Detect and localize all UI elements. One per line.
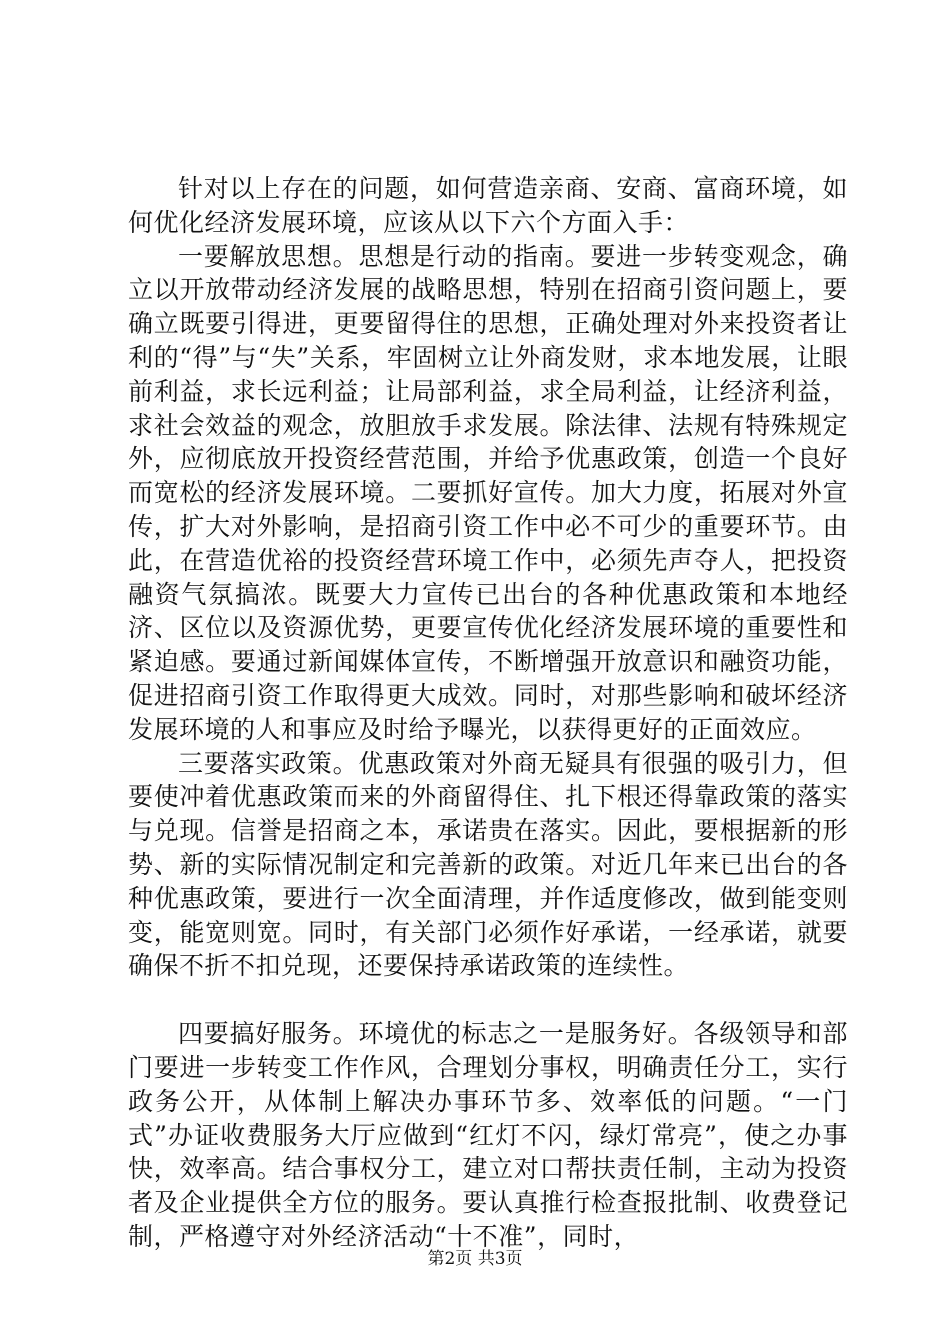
paragraph-points-one-two: 一要解放思想。思想是行动的指南。要进一步转变观念，确立以开放带动经济发展的战略思想，特别在招商引资问题上，要确立既要引得进，更要留得住的思想，正确处理对外来投资者让利的“得”与“失”关系，牢固树立让外商发财，求本地发展，让眼前利益，求长远利益；让局部利益，求全局利益，让经济利益，求社会效益的观念，放胆放手求发展。除法律、法规有特殊规定外，应彻底放开投资经营范围，并给予优惠政策，创造一个良好而宽松的经济发展环境。二要抓好宣传。加大力度，拓展对外宣传，扩大对外影响，是招商引资工作中必不可少的重要环节。由此，在营造优裕的投资经营环境工作中，必须先声夺人，把投资融资气氛搞浓。既要大力宣传已出台的各种优惠政策和本地经济、区位以及资源优势，更要宣传优化经济发展环境的重要性和紧迫感。要通过新闻媒体宣传，不断增强开放意识和融资功能，促进招商引资工作取得更大成效。同时，对那些影响和破坏经济发展环境的人和事应及时给予曝光，以获得更好的正面效应。 [128,241,848,744]
paragraph-point-four: 四要搞好服务。环境优的标志之一是服务好。各级领导和部门要进一步转变工作作风，合理划分事权，明确责任分工，实行政务公开，从体制上解决办事环节多、效率低的问题。“一门式”办证收费服务大厅应做到“红灯不闪，绿灯常亮”，使之办事快，效率高。结合事权分工，建立对口帮扶责任制，主动为投资者及企业提供全方位的服务。要认真推行检查报批制、收费登记制，严格遵守对外经济活动“十不准”，同时， [128,1019,848,1251]
page-number-footer: 第2页 共3页 [427,1249,523,1269]
paragraph-spacer [128,983,848,1017]
paragraph-point-three: 三要落实政策。优惠政策对外商无疑具有很强的吸引力，但要使冲着优惠政策而来的外商留得住、扎下根还得靠政策的落实与兑现。信誉是招商之本，承诺贵在落实。因此，要根据新的形势、新的实际情况制定和完善新的政策。对近几年来已出台的各种优惠政策，要进行一次全面清理，并作适度修改，做到能变则变，能宽则宽。同时，有关部门必须作好承诺，一经承诺，就要确保不折不扣兑现，还要保持承诺政策的连续性。 [128,748,848,981]
document-body [128,172,848,1254]
paragraph-intro: 针对以上存在的问题，如何营造亲商、安商、富商环境，如何优化经济发展环境，应该从以下六个方面入手： [128,174,848,237]
